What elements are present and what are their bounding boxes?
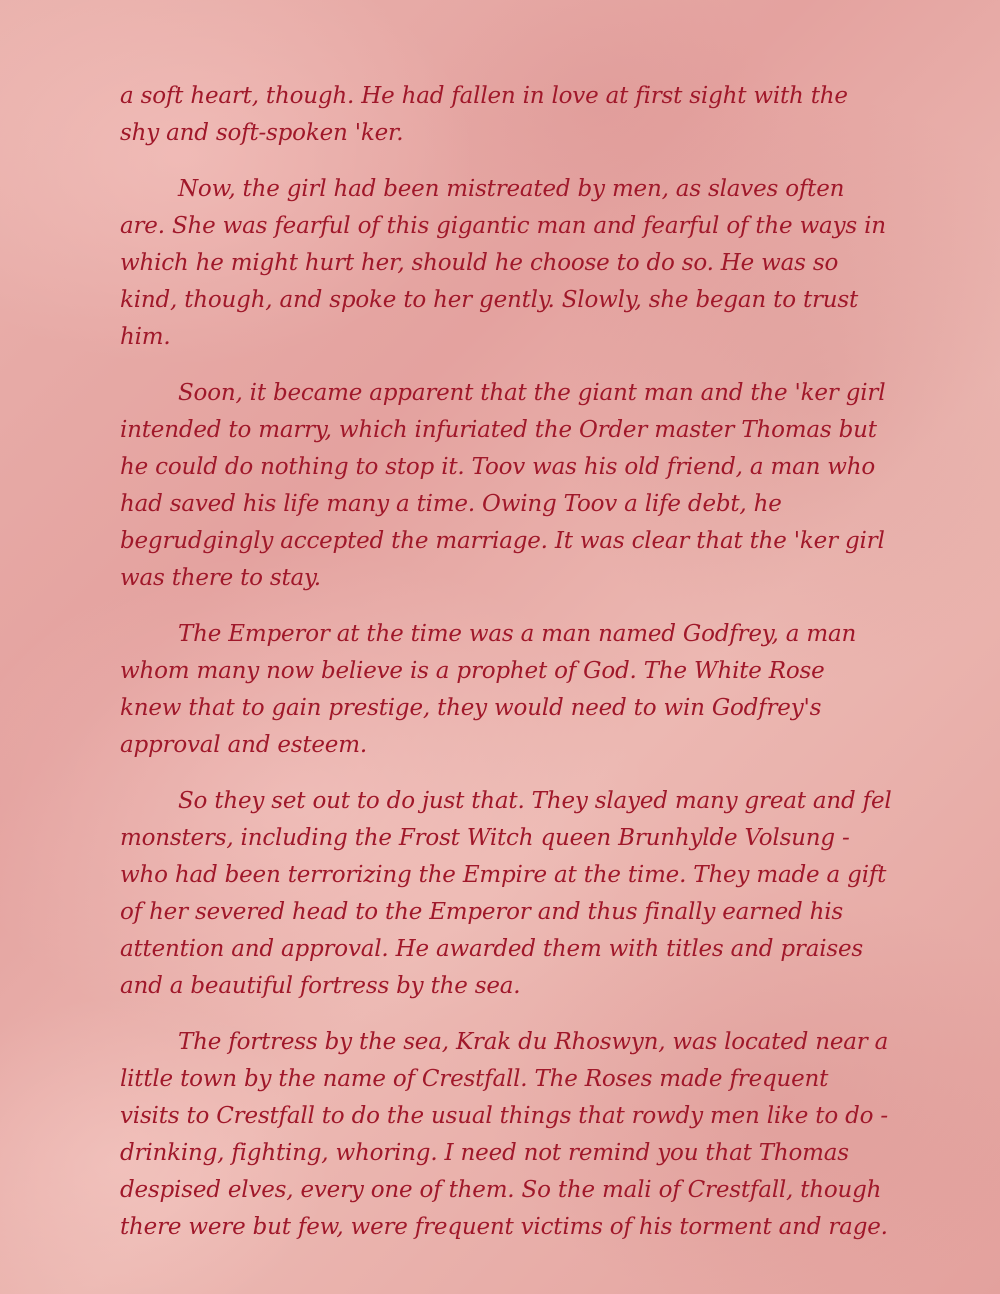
paragraph-2: Now, the girl had been mistreated by men, as slaves often are. She was fearful of this gigantic man and fearful of the ways in which he might hurt her, should he choose to do so. He was so kind, though, and spoke to her gently. Slowly, she began to trust him. xyxy=(120,176,886,350)
document-page xyxy=(120,78,892,1265)
paragraph-3: Soon, it became apparent that the giant man and the 'ker girl intended to marry, which infuriated the Order master Thomas but he could do nothing to stop it. Toov was his old friend, a man who had saved his life many a time. Owing Toov a life debt, he begrudgingly accepted the marriage. It was clear that the 'ker girl was there to stay. xyxy=(120,380,886,591)
paragraph-1: a soft heart, though. He had fallen in love at first sight with the shy and soft-spoken 'ker. xyxy=(120,83,848,146)
paragraph-6: The fortress by the sea, Krak du Rhoswyn, was located near a little town by the name of Crestfall. The Roses made frequent visits to Crestfall to do the usual things that rowdy men like to do - drinking, fighting, whoring. I need not remind you that Thomas despised elves, every one of them. So the mali of Crestfall, though there were but few, were frequent victims of his torment and rage. xyxy=(120,1029,889,1240)
paragraph-4: The Emperor at the time was a man named Godfrey, a man whom many now believe is a prophet of God. The White Rose knew that to gain prestige, they would need to win Godfrey's approval and esteem. xyxy=(120,621,857,758)
paragraph-5: So they set out to do just that. They slayed many great and fel monsters, including the Frost Witch queen Brunhylde Volsung - who had been terrorizing the Empire at the time. They made a gift of her severed head to the Emperor and thus finally earned his attention and approval. He awarded them with titles and praises and a beautiful fortress by the sea. xyxy=(120,788,892,999)
